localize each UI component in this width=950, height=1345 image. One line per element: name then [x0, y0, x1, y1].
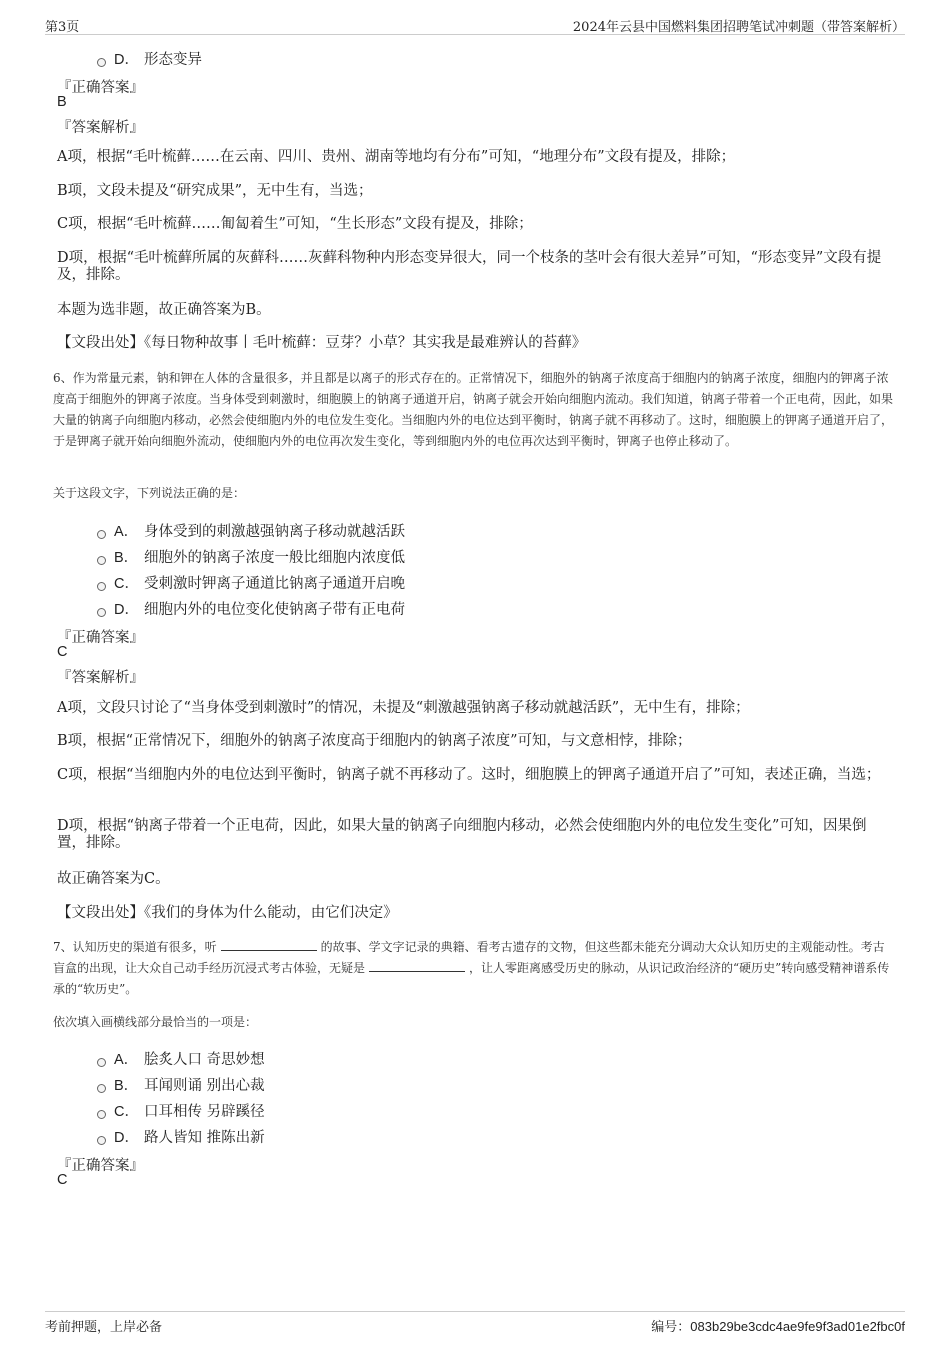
radio-icon[interactable]: [97, 556, 106, 565]
q7-answer-label: 『正确答案』: [57, 1158, 144, 1174]
radio-icon[interactable]: [97, 530, 106, 539]
q6-analysis-d: D项，根据“钠离子带着一个正电荷，因此，如果大量的钠离子向细胞内移动，必然会使细胞内外的电位发生变化”可知，因果倒置，排除。: [57, 818, 867, 851]
q5-answer-label: 『正确答案』: [57, 80, 144, 96]
q6-conclusion: 故正确答案为C。: [57, 871, 170, 887]
page-footer: [45, 1311, 905, 1336]
q5-analysis-label: 『答案解析』: [57, 120, 144, 136]
q6-option-c[interactable]: C． 受刺激时钾离子通道比钠离子通道开启晚: [97, 572, 405, 593]
q5-analysis-a: A项，根据“毛叶梳藓……在云南、四川、贵州、湖南等地均有分布”可知，“地理分布”文段有提及，排除；: [57, 149, 736, 165]
q6-answer-label: 『正确答案』: [57, 630, 144, 646]
document-id: 编号：083b29be3cdc4ae9fe9f3ad01e2fbc0f: [651, 1319, 905, 1334]
radio-icon[interactable]: [97, 582, 106, 591]
radio-icon[interactable]: [97, 58, 106, 67]
q7-option-d[interactable]: D． 路人皆知 推陈出新: [97, 1126, 265, 1147]
radio-icon[interactable]: [97, 1058, 106, 1067]
q5-analysis-b: B项，文段未提及“研究成果”，无中生有，当选；: [57, 183, 373, 199]
radio-icon[interactable]: [97, 1084, 106, 1093]
q5-source: 【文段出处】《每日物种故事丨毛叶梳藓：豆芽？小草？其实我是最难辨认的苔藓》: [57, 335, 587, 351]
q6-question-text: 6、作为常量元素，钠和钾在人体的含量很多，并且都是以离子的形式存在的。正常情况下，细胞外的钠离子浓度高于细胞内的钠离子浓度，细胞内的钾离子浓度高于细胞外的钾离子浓度。当身体受到刺激时，细胞膜上的钠离子通道开启，钠离子就会开始向细胞内流动。我们知道，钠离子带着一个正电荷，因此，如果大量的钠离子向细胞内移动，必然会使细胞内外的电位发生变化。当细胞内外的电位达到平衡时，钠离子就不再移动了。这时，细胞膜上的钾离子通道开启了，于是钾离子就开始向细胞外流动，使细胞内外的电位再次发生变化，等到细胞内外的电位再次达到平衡时，钾离子也停止移动了。: [53, 371, 894, 448]
radio-icon[interactable]: [97, 1136, 106, 1145]
q6-option-a[interactable]: A． 身体受到的刺激越强钠离子移动就越活跃: [97, 520, 405, 541]
q6-analysis-b: B项，根据“正常情况下，细胞外的钠离子浓度高于细胞内的钠离子浓度”可知，与文意相悖，排除；: [57, 733, 692, 749]
q7-question-text: 7、认知历史的渠道有很多，听 的故事、学文字记录的典籍、看考古遗存的文物，但这些都未能充分调动大众认知历史的主观能动性。考古盲盒的出现，让大众自己动手经历沉浸式考古体验，无疑是 ，让人零距离感受历史的脉动，从识记政治经济的“硬历史”转向感受精神谱系传承的“软历史”。: [53, 940, 890, 996]
q7-option-c[interactable]: C． 口耳相传 另辟蹊径: [97, 1100, 265, 1121]
q6-analysis-a: A项，文段只讨论了“当身体受到刺激时”的情况，未提及“刺激越强钠离子移动就越活跃”，无中生有，排除；: [57, 700, 750, 716]
q6-option-b[interactable]: B． 细胞外的钠离子浓度一般比细胞内浓度低: [97, 546, 405, 567]
q6-option-d[interactable]: D． 细胞内外的电位变化使钠离子带有正电荷: [97, 598, 405, 619]
radio-icon[interactable]: [97, 608, 106, 617]
q6-answer: C: [57, 644, 68, 660]
footer-slogan: 考前押题，上岸必备: [45, 1320, 163, 1335]
q6-source: 【文段出处】《我们的身体为什么能动，由它们决定》: [57, 905, 398, 921]
q7-prompt: 依次填入画横线部分最恰当的一项是：: [53, 1015, 258, 1029]
q7-option-b[interactable]: B． 耳闻则诵 别出心裁: [97, 1074, 265, 1095]
q6-prompt: 关于这段文字，下列说法正确的是：: [53, 486, 246, 500]
q5-conclusion: 本题为选非题，故正确答案为B。: [57, 302, 271, 318]
page-number: 第3页: [45, 20, 80, 35]
q7-option-a[interactable]: A． 脍炙人口 奇思妙想: [97, 1048, 265, 1069]
page-header: [45, 12, 905, 35]
q5-answer: B: [57, 94, 67, 110]
q6-analysis-label: 『答案解析』: [57, 670, 144, 686]
radio-icon[interactable]: [97, 1110, 106, 1119]
q5-option-d[interactable]: D． 形态变异: [97, 48, 202, 69]
fill-blank-2[interactable]: [369, 959, 465, 972]
q5-analysis-c: C项，根据“毛叶梳藓……匍匐着生”可知，“生长形态”文段有提及，排除；: [57, 216, 533, 232]
document-title: 2024年云县中国燃料集团招聘笔试冲刺题（带答案解析）: [572, 20, 905, 35]
q7-answer: C: [57, 1172, 68, 1188]
fill-blank-1[interactable]: [221, 938, 317, 951]
q5-analysis-d: D项，根据“毛叶梳藓所属的灰藓科……灰藓科物种内形态变异很大，同一个枝条的茎叶会有很大差异”可知，“形态变异”文段有提及，排除。: [57, 250, 882, 283]
q6-analysis-c: C项，根据“当细胞内外的电位达到平衡时，钠离子就不再移动了。这时，细胞膜上的钾离子通道开启了”可知，表述正确，当选；: [57, 767, 881, 783]
